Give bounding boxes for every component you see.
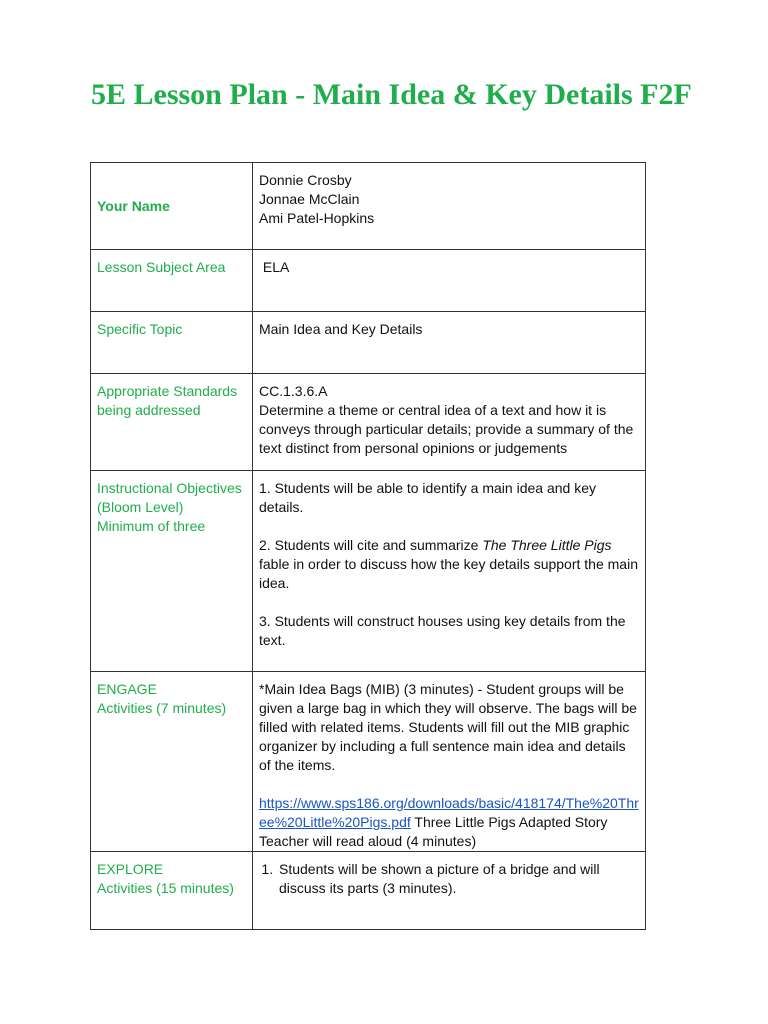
story-pdf-link[interactable]: https://www.sps186.org/downloads/basic/418174/The%20Three%20Little%20Pigs.pdf (259, 795, 639, 830)
objective-2-book-title: The Three Little Pigs (482, 537, 612, 553)
explore-label-main: EXPLORE (97, 861, 164, 877)
engage-label (91, 672, 253, 852)
engage-resource-text: Three Little Pigs Adapted Story Teacher will read aloud (4 minutes) (259, 814, 608, 849)
name-line-1: Donnie Crosby (259, 172, 352, 188)
engage-label-main: ENGAGE (97, 681, 157, 697)
standards-value (253, 374, 646, 471)
explore-item-1: 1. Students will be shown a picture of a bridge and will discuss its parts (3 minutes). (277, 860, 639, 898)
objectives-label (91, 471, 253, 672)
row-standards (91, 374, 646, 471)
explore-label-sub: Activities (15 minutes) (97, 880, 234, 896)
objectives-label-main: Instructional Objectives (Bloom Level) (97, 480, 242, 515)
row-engage (91, 672, 646, 852)
standards-code: CC.1.3.6.A (259, 383, 328, 399)
subject-area-value (253, 250, 646, 312)
engage-activity: *Main Idea Bags (MIB) (3 minutes) - Student groups will be given a large bag in which they will observe. The bags will be filled with related items. Students will fill out the MIB graphic organizer by including a full sentence main idea and details of the items. (259, 681, 637, 773)
objective-2-post: fable in order to discuss how the key details support the main idea. (259, 556, 638, 591)
specific-topic-label: Specific Topic (91, 312, 253, 374)
name-line-2: Jonnae McClain (259, 191, 360, 207)
engage-value (253, 672, 646, 852)
explore-value (253, 852, 646, 930)
standards-text: Determine a theme or central idea of a text and how it is conveys through particular details; provide a summary of the text distinct from personal opinions or judgements (259, 402, 634, 456)
your-name-value (253, 163, 646, 250)
objective-3: 3. Students will construct houses using key details from the text. (259, 613, 626, 648)
your-name-label: Your Name (91, 163, 253, 250)
subject-area-text: ELA (259, 259, 290, 275)
explore-list (253, 860, 639, 898)
row-your-name (91, 163, 646, 250)
row-objectives (91, 471, 646, 672)
row-specific-topic (91, 312, 646, 374)
objectives-value (253, 471, 646, 672)
name-line-3: Ami Patel-Hopkins (259, 210, 375, 226)
lesson-plan-table (90, 162, 646, 930)
objectives-label-sub: Minimum of three (97, 518, 206, 534)
row-explore (91, 852, 646, 930)
objective-2 (259, 536, 639, 593)
standards-label: Appropriate Standards being addressed (91, 374, 253, 471)
specific-topic-value: Main Idea and Key Details (253, 312, 646, 374)
explore-label (91, 852, 253, 930)
engage-resource (259, 794, 639, 851)
objective-1: 1. Students will be able to identify a main idea and key details. (259, 480, 596, 515)
subject-area-label: Lesson Subject Area (91, 250, 253, 312)
row-subject-area (91, 250, 646, 312)
document-title: 5E Lesson Plan - Main Idea & Key Details F2F (91, 78, 692, 111)
objective-2-pre: 2. Students will cite and summarize (259, 537, 483, 553)
engage-label-sub: Activities (7 minutes) (97, 700, 227, 716)
